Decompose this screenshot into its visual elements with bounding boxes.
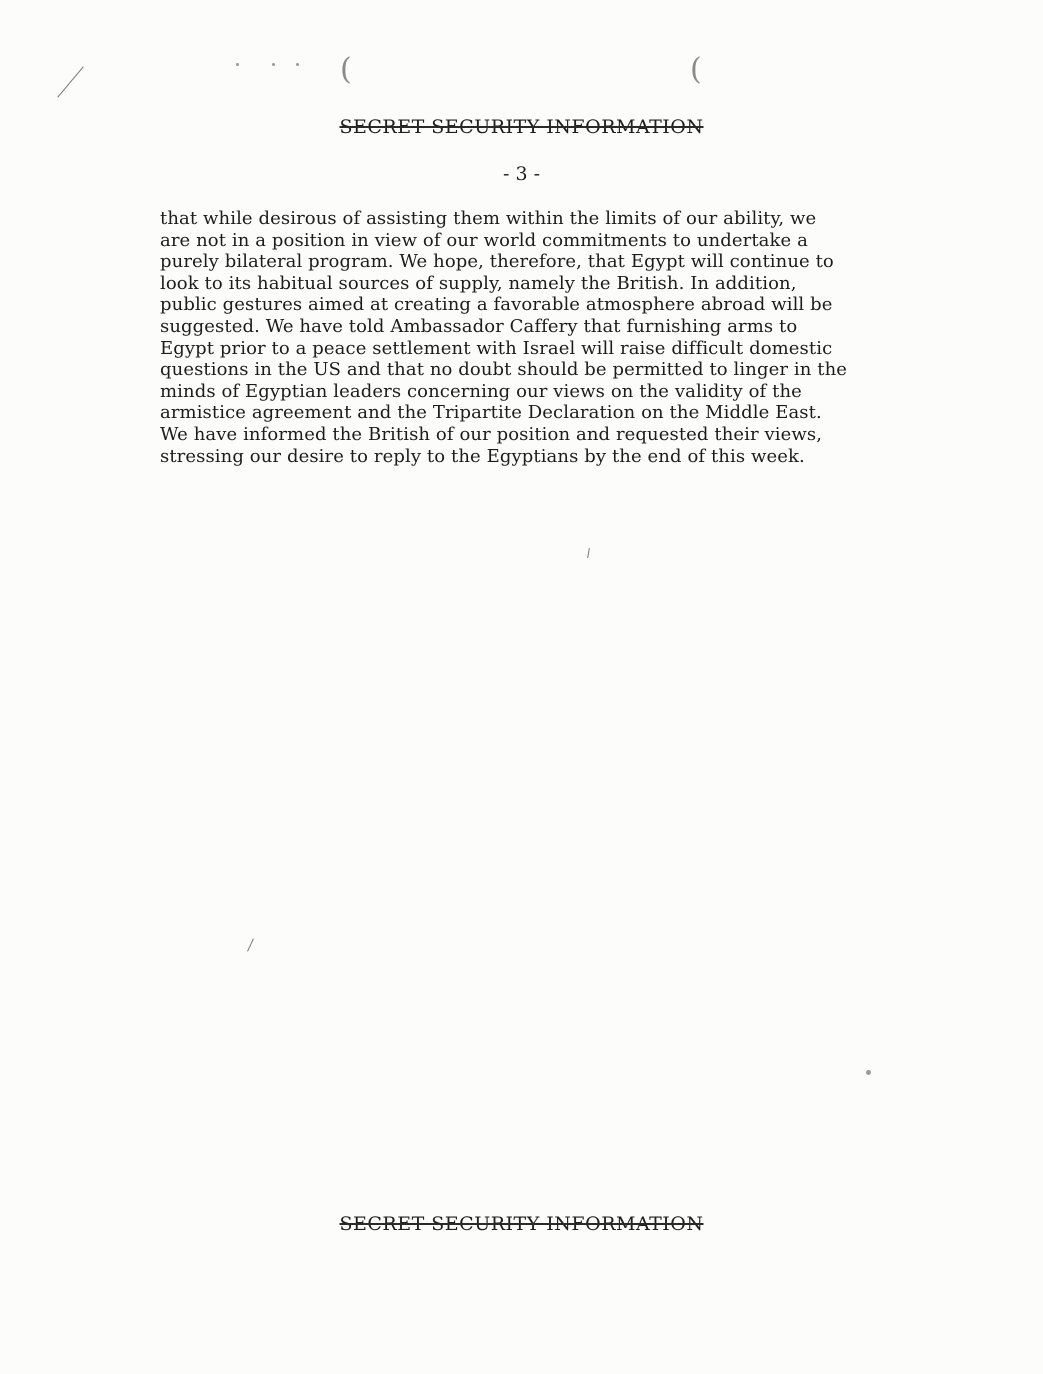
body-line: are not in a position in view of our world commitments to undertake a: [160, 229, 808, 251]
body-line: public gestures aimed at creating a favorable atmosphere abroad will be: [160, 294, 833, 316]
body-line: suggested. We have told Ambassador Caffery that furnishing arms to: [160, 315, 798, 337]
body-line: look to its habitual sources of supply, namely the British. In addition,: [160, 272, 797, 294]
body-line: armistice agreement and the Tripartite Declaration on the Middle East.: [160, 402, 822, 424]
scan-artifact-paren: (: [690, 52, 702, 87]
page-number: - 3 -: [502, 163, 540, 185]
body-line: that while desirous of assisting them within the limits of our ability, we: [160, 208, 817, 229]
body-line: stressing our desire to reply to the Egyptians by the end of this week.: [160, 445, 805, 467]
security-marking-header-text: SECRET SECURITY INFORMATION: [339, 116, 704, 138]
security-marking-footer-text: SECRET SECURITY INFORMATION: [339, 1213, 704, 1235]
scan-artifact-paren: (: [340, 52, 352, 87]
security-marking-header: [0, 116, 1043, 138]
scan-artifact-speck: [866, 1070, 871, 1075]
scan-artifact-speck: [236, 63, 239, 66]
security-marking-footer: [0, 1213, 1043, 1235]
body-paragraph: [160, 208, 970, 467]
scan-artifact-speck: [296, 63, 299, 66]
body-line: We have informed the British of our position and requested their views,: [160, 423, 823, 445]
body-line: minds of Egyptian leaders concerning our views on the validity of the: [160, 380, 802, 402]
scan-artifact-stroke: [247, 938, 254, 951]
body-line: questions in the US and that no doubt should be permitted to linger in the: [160, 359, 848, 381]
scan-artifact-stroke: [587, 548, 590, 558]
scan-artifact-stroke: [57, 66, 83, 97]
body-line: purely bilateral program. We hope, therefore, that Egypt will continue to: [160, 251, 834, 273]
body-line: Egypt prior to a peace settlement with Israel will raise difficult domestic: [160, 337, 833, 359]
scan-artifact-speck: [272, 63, 275, 66]
